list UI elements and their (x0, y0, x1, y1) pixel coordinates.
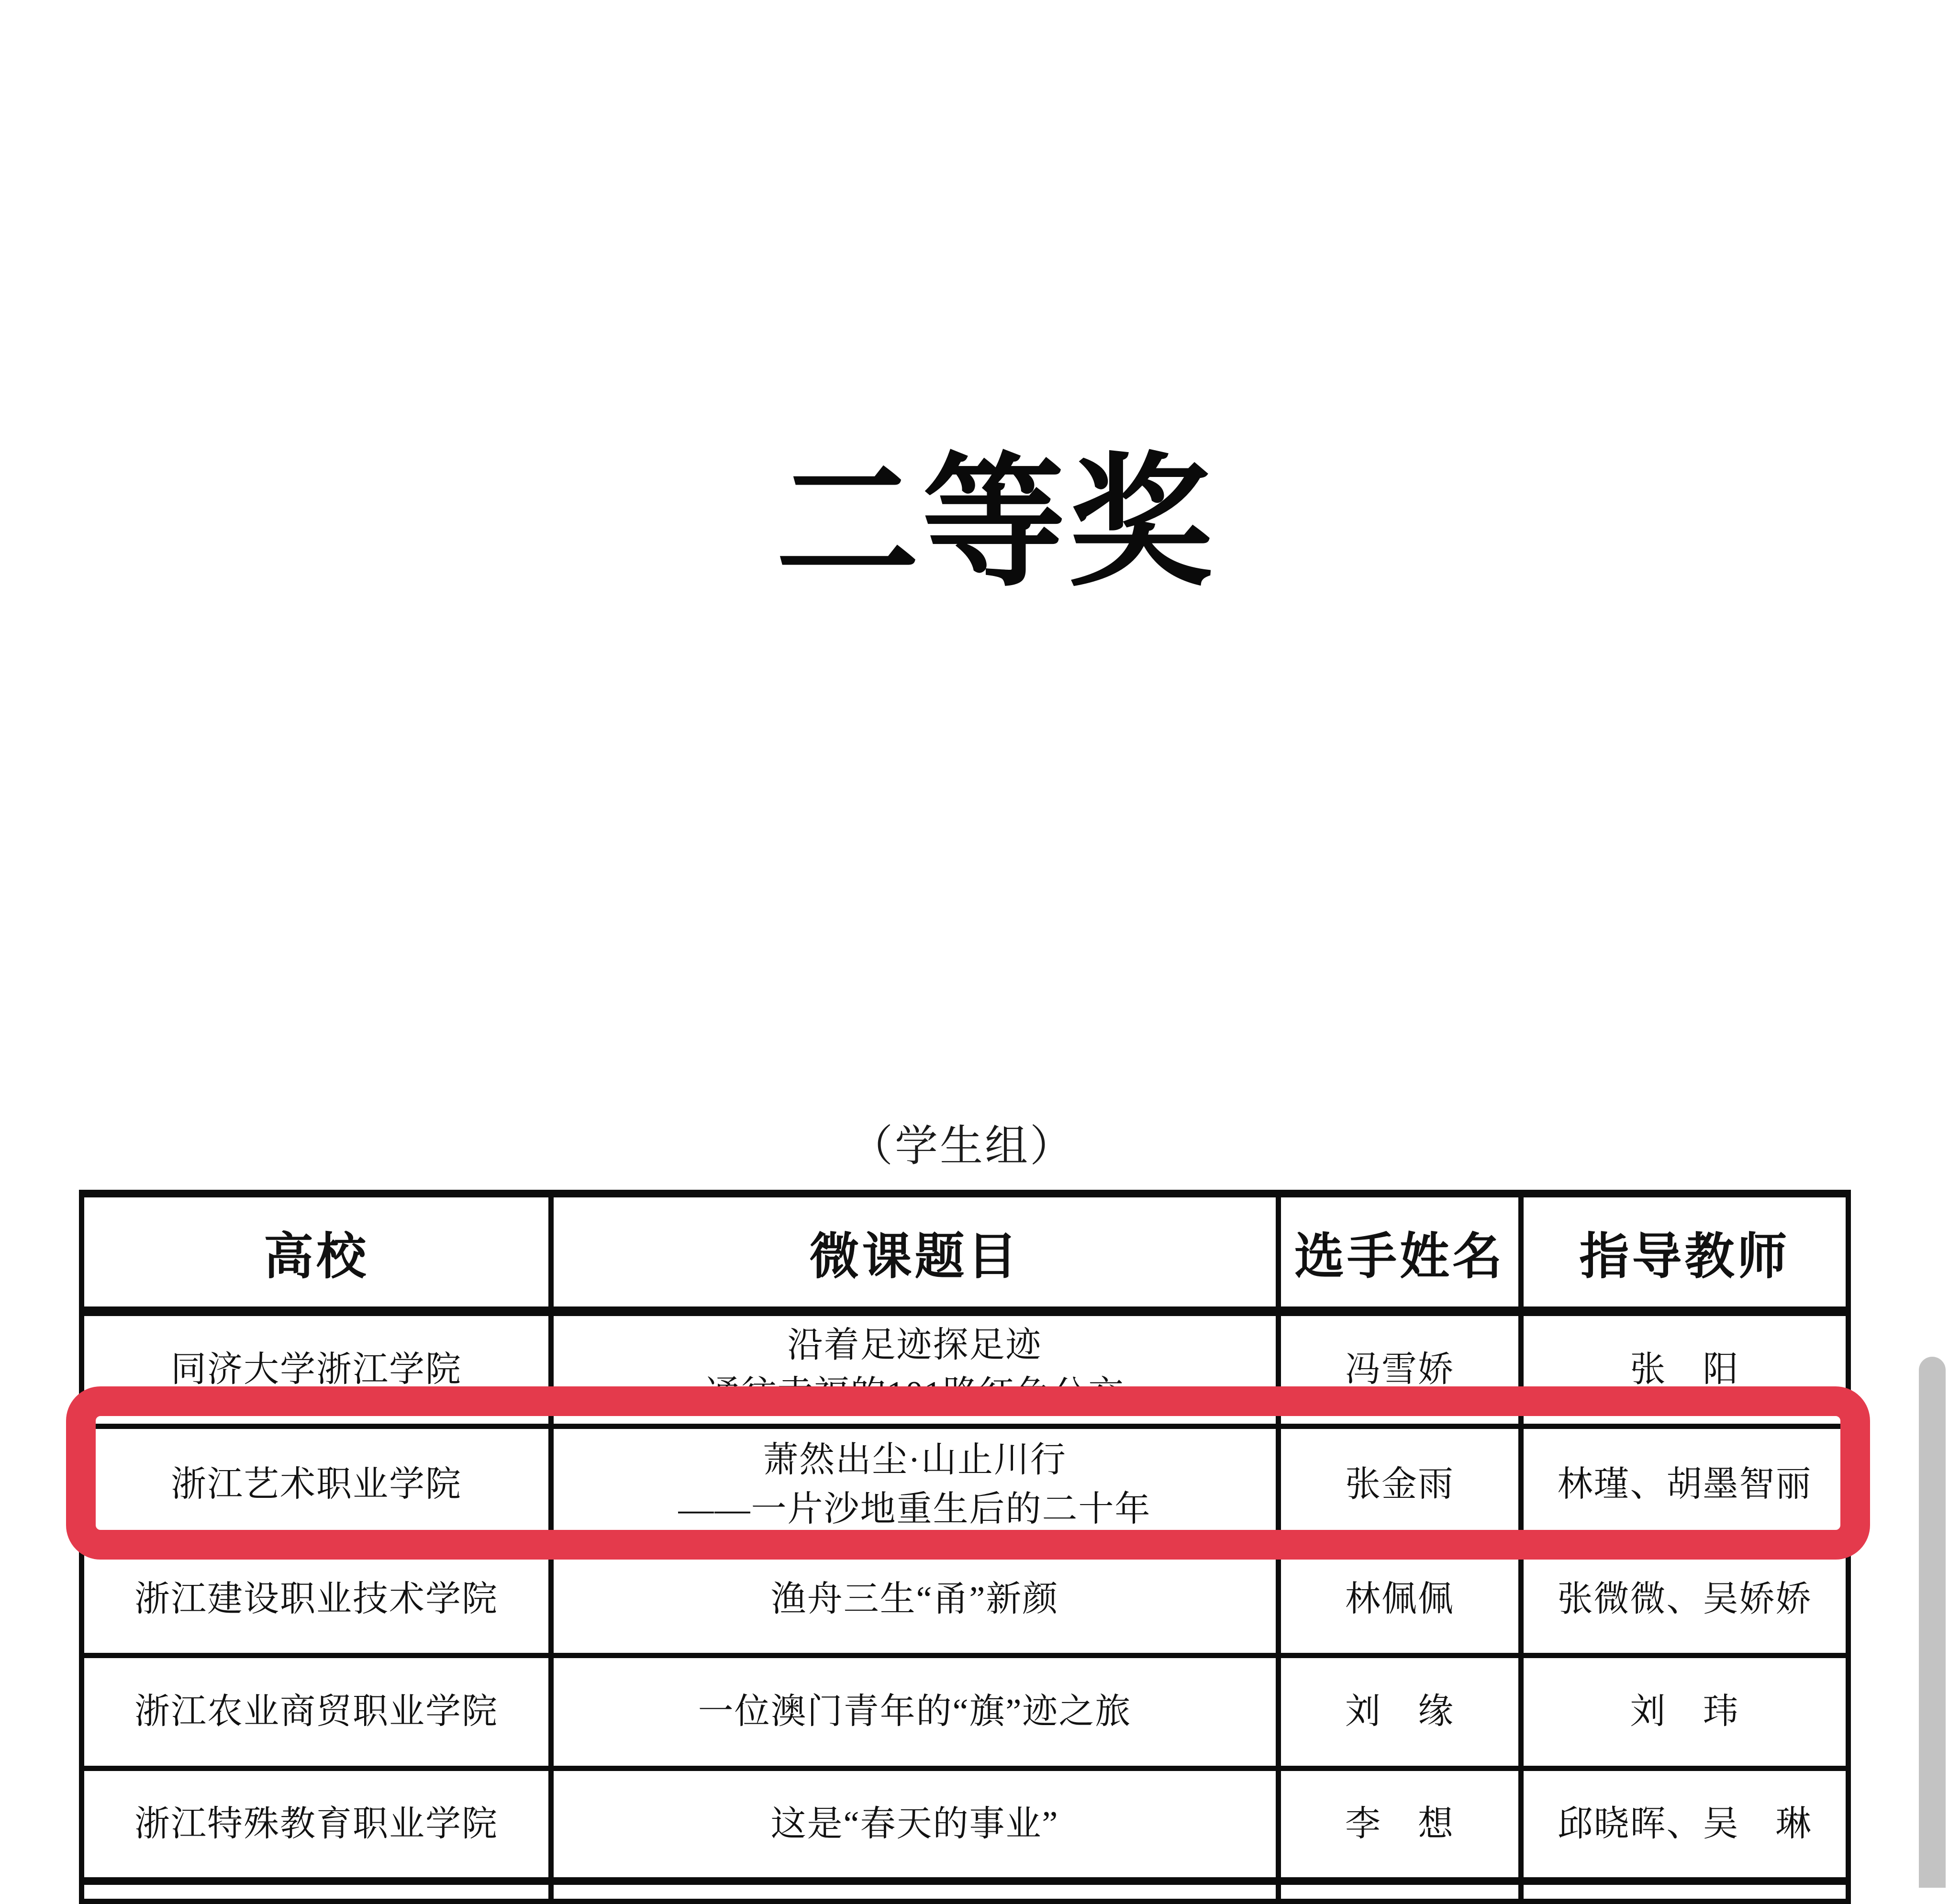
advisor-cell: 刘 玮 (1521, 1655, 1849, 1768)
topic-cell (551, 1426, 1279, 1543)
header-contestant: 选手姓名 (1279, 1194, 1521, 1311)
table-row (82, 1311, 1849, 1426)
topic-line: 通往幸福的101路红色公交 (705, 1374, 1125, 1414)
topic-line: 一位澳门青年的“旗”迹之旅 (698, 1692, 1132, 1731)
topic-line: 沿着足迹探足迹 (787, 1326, 1042, 1365)
advisor-cell: 张微微、吴娇娇 (1521, 1543, 1849, 1655)
advisor-cell: 林瑾、胡墨智丽 (1521, 1426, 1849, 1543)
table-row (82, 1768, 1849, 1881)
topic-line: 萧然出尘·山止川行 (763, 1440, 1067, 1480)
advisor-cell: 邱晓晖、吴 琳 (1521, 1768, 1849, 1881)
header-advisor: 指导教师 (1521, 1194, 1849, 1311)
contestant-cell: 林佩佩 (1279, 1543, 1521, 1655)
header-topic: 微课题目 (551, 1194, 1279, 1311)
topic-line: ——一片沙地重生后的二十年 (678, 1489, 1151, 1529)
topic-cell (551, 1768, 1279, 1881)
advisor-cell: 张 阳 (1521, 1311, 1849, 1426)
header-college: 高校 (82, 1194, 551, 1311)
college-cell (82, 1881, 551, 1901)
college-cell: 同济大学浙江学院 (82, 1311, 551, 1426)
college-cell: 浙江艺术职业学院 (82, 1426, 551, 1543)
college-cell: 浙江建设职业技术学院 (82, 1543, 551, 1655)
college-cell: 浙江农业商贸职业学院 (82, 1655, 551, 1768)
table-row (82, 1543, 1849, 1655)
group-label: （学生组） (850, 1123, 1075, 1170)
contestant-cell: 刘 缘 (1279, 1655, 1521, 1768)
table-row (82, 1655, 1849, 1768)
contestant-cell (1279, 1881, 1521, 1901)
topic-cell (551, 1543, 1279, 1655)
page-title: 二等奖 (776, 444, 1215, 603)
contestant-cell: 张金雨 (1279, 1426, 1521, 1543)
scrollbar-thumb[interactable] (1919, 1357, 1946, 1888)
awards-table (79, 1190, 1851, 1904)
table-row-partial (82, 1881, 1849, 1901)
topic-cell (551, 1655, 1279, 1768)
topic-cell (551, 1881, 1279, 1901)
contestant-cell: 冯雪娇 (1279, 1311, 1521, 1426)
advisor-cell (1521, 1881, 1849, 1901)
college-cell: 浙江特殊教育职业学院 (82, 1768, 551, 1881)
topic-cell (551, 1311, 1279, 1426)
table-header-row (82, 1194, 1849, 1311)
topic-line: 渔舟三生“甬”新颜 (770, 1579, 1059, 1619)
table-row-highlighted (82, 1426, 1849, 1543)
contestant-cell: 李 想 (1279, 1768, 1521, 1881)
topic-line: 这是“春天的事业” (770, 1804, 1059, 1844)
